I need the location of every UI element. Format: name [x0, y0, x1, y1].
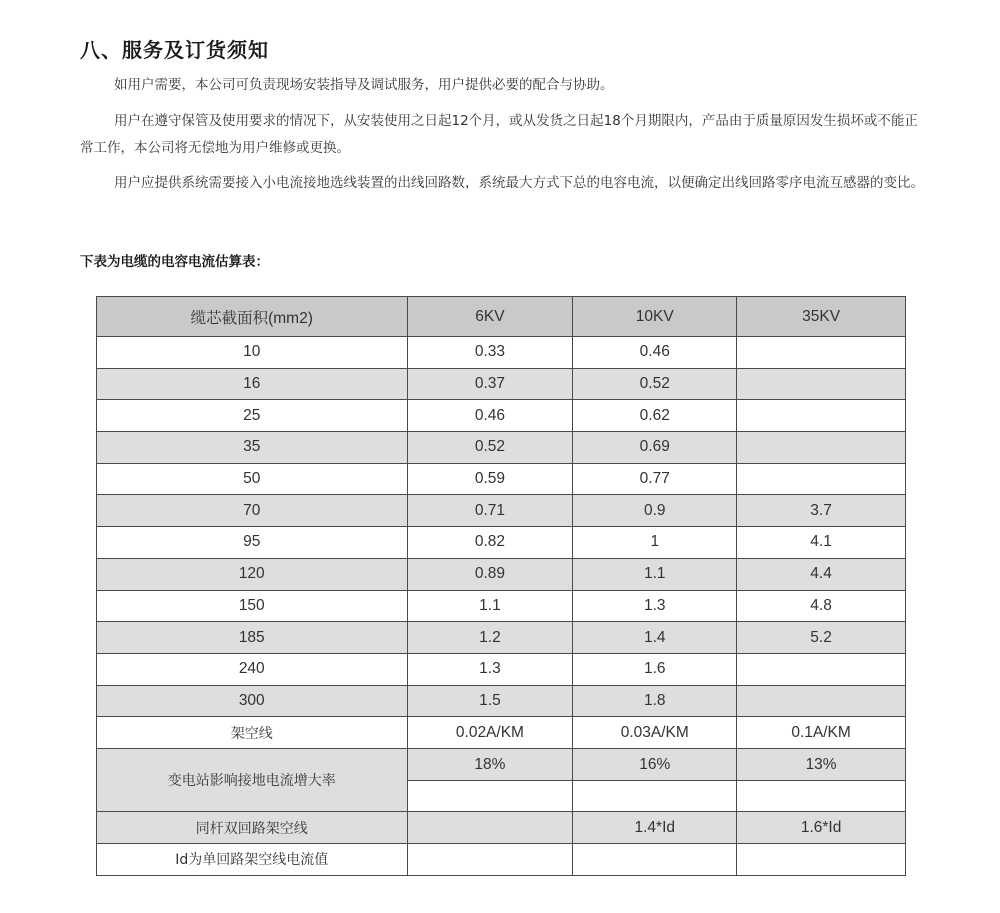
cell-10kv: 1.4*Id: [573, 812, 737, 844]
table-row: [97, 527, 906, 559]
cell-35kv: [737, 685, 906, 717]
cell-35kv: [737, 463, 906, 495]
table-row-double-circuit: [97, 812, 906, 844]
table-row: [97, 337, 906, 369]
table-row: [97, 622, 906, 654]
table-row: [97, 463, 906, 495]
cell-10kv: 0.9: [573, 495, 737, 527]
cell-6kv: 1.5: [407, 685, 573, 717]
cell-10kv: 0.03A/KM: [573, 717, 737, 749]
cell-10kv: 1.8: [573, 685, 737, 717]
table-row-overhead-line: [97, 717, 906, 749]
cell-35kv: 13%: [737, 748, 906, 780]
cell-35kv: 4.4: [737, 558, 906, 590]
cell-10kv: 1.3: [573, 590, 737, 622]
cell-6kv: 0.33: [407, 337, 573, 369]
cell-6kv: 0.37: [407, 368, 573, 400]
cell-35kv: 4.1: [737, 527, 906, 559]
header-cross-section: 缆芯截面积(mm2): [97, 297, 408, 337]
cell-35kv: [737, 653, 906, 685]
cell-35kv: [737, 432, 906, 464]
table-row: [97, 590, 906, 622]
cell-section: 120: [97, 558, 408, 590]
cell-6kv: 0.82: [407, 527, 573, 559]
cell-10kv: 1.6: [573, 653, 737, 685]
paragraph-warranty: 用户在遵守保管及使用要求的情况下，从安装使用之日起12个月，或从发货之日起18个月期限内，产品由于质量原因发生损坏或不能正常工作，本公司将无偿地为用户维修或更换。: [80, 113, 918, 156]
cell-6kv: 1.2: [407, 622, 573, 654]
cell-35kv: [737, 780, 906, 812]
cell-6kv: 0.59: [407, 463, 573, 495]
cell-35kv: 4.8: [737, 590, 906, 622]
cell-35kv: [737, 368, 906, 400]
header-6kv: 6KV: [407, 297, 573, 337]
cell-10kv: 0.52: [573, 368, 737, 400]
cell-10kv: 1.4: [573, 622, 737, 654]
cell-6kv: 0.46: [407, 400, 573, 432]
section-title: 八、服务及订货须知: [80, 38, 269, 62]
cell-10kv: 0.77: [573, 463, 737, 495]
cell-section: 95: [97, 527, 408, 559]
cell-6kv: 1.3: [407, 653, 573, 685]
cell-section: 240: [97, 653, 408, 685]
table-row: [97, 653, 906, 685]
cell-10kv: 0.46: [573, 337, 737, 369]
cell-35kv: [737, 844, 906, 876]
cell-10kv: 1.1: [573, 558, 737, 590]
cell-10kv: 0.69: [573, 432, 737, 464]
table-row: [97, 400, 906, 432]
cell-increase-rate-label: 变电站影响接地电流增大率: [97, 748, 408, 811]
cell-6kv: [407, 812, 573, 844]
cell-section: 185: [97, 622, 408, 654]
cell-section: 25: [97, 400, 408, 432]
cell-10kv: 16%: [573, 748, 737, 780]
header-35kv: 35KV: [737, 297, 906, 337]
cell-section: 10: [97, 337, 408, 369]
paragraph-ordering-info: 用户应提供系统需要接入小电流接地选线装置的出线回路数，系统最大方式下总的电容电流，以便确定出线回路零序电流互感器的变比。: [114, 175, 924, 191]
table-row: [97, 558, 906, 590]
table-header-row: [97, 297, 906, 337]
cell-section: 300: [97, 685, 408, 717]
cell-section: 16: [97, 368, 408, 400]
cell-6kv: 0.02A/KM: [407, 717, 573, 749]
cell-35kv: 3.7: [737, 495, 906, 527]
cell-6kv: [407, 780, 573, 812]
cell-10kv: 1: [573, 527, 737, 559]
cell-35kv: 5.2: [737, 622, 906, 654]
table-row: [97, 432, 906, 464]
cell-6kv: [407, 844, 573, 876]
paragraph-installation-service: 如用户需要，本公司可负责现场安装指导及调试服务，用户提供必要的配合与协助。: [114, 77, 614, 93]
table-row-increase-rate: [97, 748, 906, 780]
table-row: [97, 495, 906, 527]
cell-note-label: Id为单回路架空线电流值: [97, 844, 408, 876]
cell-section: 70: [97, 495, 408, 527]
header-10kv: 10KV: [573, 297, 737, 337]
cell-35kv: [737, 337, 906, 369]
table-row-note: [97, 844, 906, 876]
cell-10kv: [573, 844, 737, 876]
cell-6kv: 0.52: [407, 432, 573, 464]
cell-double-circuit-label: 同杆双回路架空线: [97, 812, 408, 844]
cell-section: 架空线: [97, 717, 408, 749]
cell-6kv: 18%: [407, 748, 573, 780]
cell-6kv: 1.1: [407, 590, 573, 622]
cell-35kv: 1.6*Id: [737, 812, 906, 844]
cell-6kv: 0.71: [407, 495, 573, 527]
table-row: [97, 368, 906, 400]
capacitive-current-table: [96, 296, 906, 876]
cell-6kv: 0.89: [407, 558, 573, 590]
cell-section: 150: [97, 590, 408, 622]
cell-35kv: 0.1A/KM: [737, 717, 906, 749]
table-title: 下表为电缆的电容电流估算表：: [80, 254, 269, 270]
cell-section: 35: [97, 432, 408, 464]
table-row: [97, 685, 906, 717]
cell-10kv: [573, 780, 737, 812]
cell-section: 50: [97, 463, 408, 495]
cell-35kv: [737, 400, 906, 432]
cell-10kv: 0.62: [573, 400, 737, 432]
